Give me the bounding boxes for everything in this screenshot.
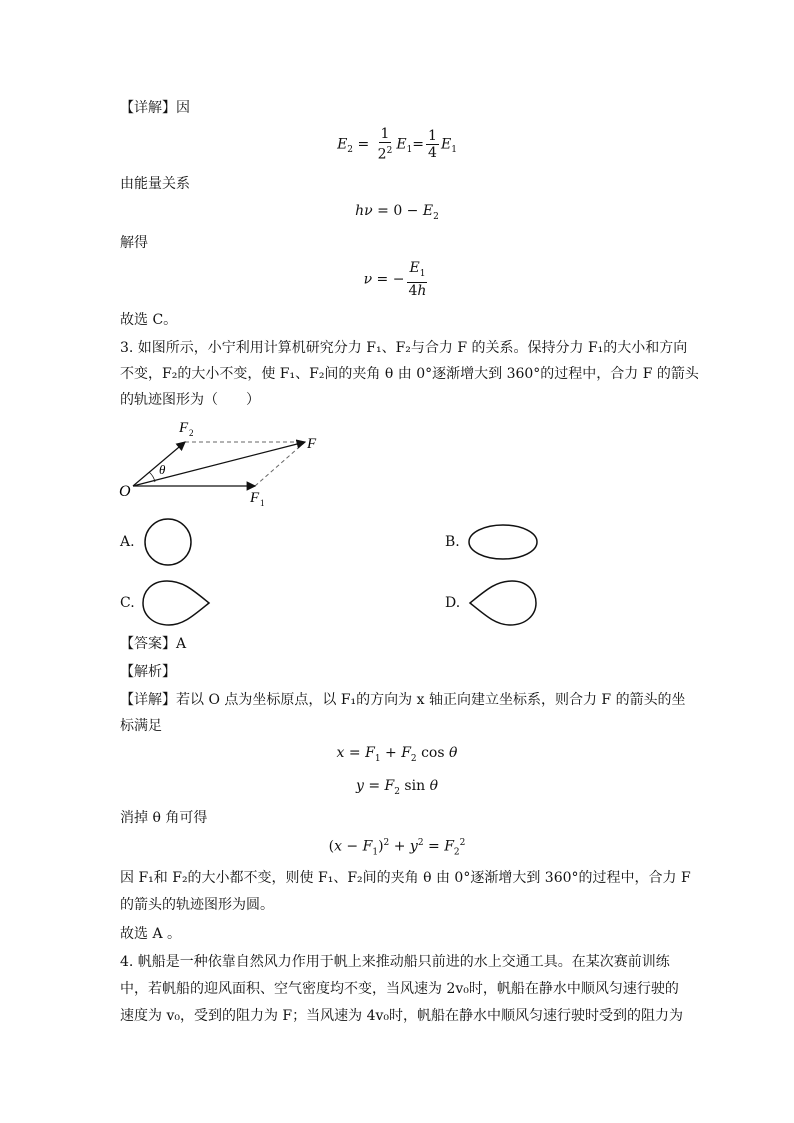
q4-stem-line3: 速度为 v₀，受到的阻力为 F；当风速为 4v₀时，帆船在静水中顺风匀速行驶时受到的阻力为	[120, 1008, 684, 1024]
equation-circle: $(x - F_1)^2 + y^2 = F_2^2$	[328, 838, 466, 858]
answer-choice-c: 故选 C。	[120, 312, 178, 328]
equation-x: $x = F_1 + F_2$ cos θ	[336, 745, 458, 764]
f2-label: F	[179, 420, 189, 436]
answer-choice-a: 故选 A 。	[120, 926, 182, 942]
equation-nu: ν = − $\frac{E_1}{4h}$	[363, 260, 427, 299]
option-c-label: C.	[120, 595, 135, 611]
option-a-circle	[143, 518, 195, 568]
eliminate-text: 消掉 θ 角可得	[120, 810, 208, 826]
solve-text: 解得	[120, 235, 148, 251]
f1-label: F	[250, 490, 260, 506]
option-c-egg	[141, 578, 213, 628]
equation-hv: $h\nu = 0 - E_2$	[355, 203, 439, 222]
q3-stem-line1: 3. 如图所示，小宁利用计算机研究分力 F₁、F₂与合力 F 的关系。保持分力 F₁的大小和方向	[120, 340, 688, 356]
force-parallelogram-figure	[115, 412, 335, 512]
conclusion-line1: 因 F₁和 F₂的大小都不变，则使 F₁、F₂间的夹角 θ 由 0°逐渐增大到 360°的过程中，合力 F	[120, 870, 691, 886]
equation-y: $y = F_2$ sin θ	[355, 778, 439, 797]
q4-stem-line2: 中，若帆船的迎风面积、空气密度均不变，当风速为 2v₀时，帆船在静水中顺风匀速行驶的	[120, 981, 679, 997]
q4-stem-line1: 4. 帆船是一种依靠自然风力作用于帆上来推动船只前进的水上交通工具。在某次赛前训练	[120, 954, 670, 970]
svg-text:2: 2	[189, 428, 194, 438]
option-b[interactable]	[445, 534, 460, 550]
theta-label: θ	[159, 462, 166, 477]
detail-label: 【详解】因	[120, 100, 190, 116]
analysis-label: 【解析】	[120, 664, 176, 680]
origin-label: O	[119, 483, 131, 500]
option-b-label: B.	[445, 534, 460, 550]
option-d[interactable]	[445, 595, 460, 611]
option-c[interactable]	[120, 595, 135, 611]
conclusion-line2: 的箭头的轨迹图形为圆。	[120, 897, 274, 913]
detail-line2: 标满足	[120, 718, 162, 734]
answer-label: 【答案】A	[120, 636, 187, 652]
detail-line1: 【详解】若以 O 点为坐标原点，以 F₁的方向为 x 轴正向建立坐标系，则合力 F 的箭头的坐	[120, 692, 686, 708]
option-a[interactable]	[120, 534, 135, 550]
f-label: F	[307, 436, 317, 452]
energy-relation-text: 由能量关系	[120, 176, 190, 192]
svg-text:1: 1	[260, 498, 265, 508]
q3-stem-line2: 不变，F₂的大小不变，使 F₁、F₂间的夹角 θ 由 0°逐渐增大到 360°的过程中，合力 F 的箭头	[120, 366, 699, 382]
option-d-label: D.	[445, 595, 461, 611]
equation-e2: $E_2$ = $\frac{1}{2^2}$ $E_1=$ $\frac{1}{4}$ $E_1$	[337, 126, 457, 163]
option-d-egg	[466, 578, 538, 628]
option-b-ellipse	[466, 523, 540, 563]
option-a-label: A.	[120, 534, 135, 550]
q3-stem-line3: 的轨迹图形为（ ）	[120, 392, 260, 408]
